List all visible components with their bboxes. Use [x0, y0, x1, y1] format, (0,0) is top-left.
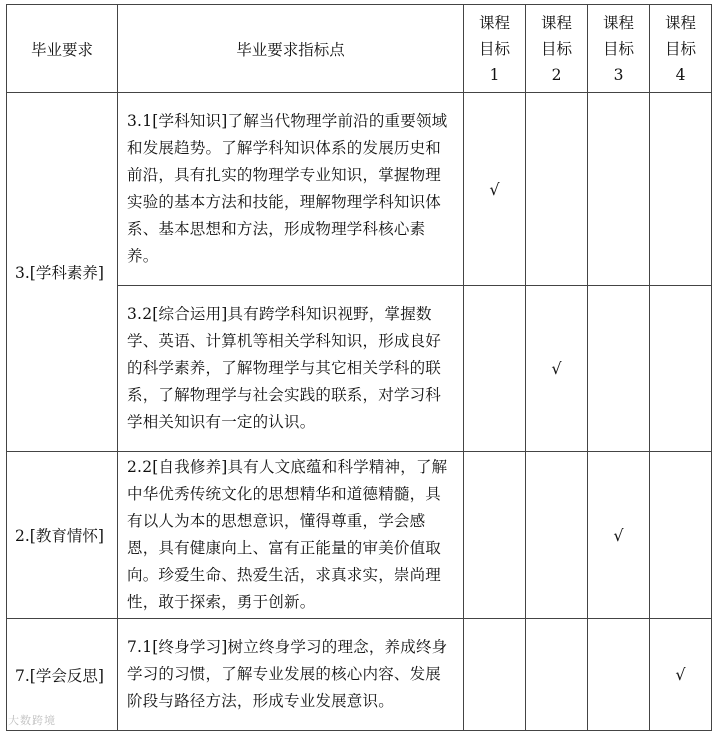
goal-1-check — [464, 619, 526, 731]
requirement-cell: 2.[教育情怀] — [7, 452, 118, 619]
requirement-cell: 3.[学科素养] — [7, 93, 118, 452]
header-goal-3-line3: 3 — [613, 65, 624, 84]
indicator-cell: 3.2[综合运用]具有跨学科知识视野，掌握数学、英语、计算机等相关学科知识，形成良好的科学素养，了解物理学与其它相关学科的联系，了解物理学与社会实践的联系，对学习科学相关知识有一定的认识。 — [118, 286, 464, 452]
header-goal-4 — [650, 5, 712, 93]
header-requirement: 毕业要求 — [7, 5, 118, 93]
requirement-cell: 7.[学会反思] — [7, 619, 118, 731]
goal-1-check: √ — [464, 93, 526, 286]
header-goal-3 — [588, 5, 650, 93]
table-row — [7, 93, 712, 286]
goal-4-check — [650, 452, 712, 619]
goal-3-check: √ — [588, 452, 650, 619]
goal-2-check — [526, 619, 588, 731]
goal-2-check — [526, 452, 588, 619]
goal-1-check — [464, 452, 526, 619]
indicator-cell: 3.1[学科知识]了解当代物理学前沿的重要领域和发展趋势。了解学科知识体系的发展历史和前沿，具有扎实的物理学专业知识，掌握物理实验的基本方法和技能，理解物理学科知识体系、基本思想和方法，形成物理学科核心素养。 — [118, 93, 464, 286]
header-goal-1 — [464, 5, 526, 93]
header-indicator: 毕业要求指标点 — [118, 5, 464, 93]
indicator-cell: 7.1[终身学习]树立终身学习的理念，养成终身学习的习惯，了解专业发展的核心内容、发展阶段与路径方法，形成专业发展意识。 — [118, 619, 464, 731]
goal-2-check: √ — [526, 286, 588, 452]
header-goal-1-line1: 课程 — [478, 13, 510, 32]
header-goal-4-line2: 目标 — [664, 39, 696, 58]
goal-3-check — [588, 93, 650, 286]
table-row — [7, 619, 712, 731]
goal-3-check — [588, 619, 650, 731]
header-goal-4-line1: 课程 — [664, 13, 696, 32]
goal-1-check — [464, 286, 526, 452]
goal-2-check — [526, 93, 588, 286]
graduation-requirements-table — [6, 4, 712, 731]
table-row — [7, 452, 712, 619]
header-goal-2-line1: 课程 — [540, 13, 572, 32]
header-goal-2-line3: 2 — [551, 65, 562, 84]
goal-4-check — [650, 93, 712, 286]
header-goal-1-line3: 1 — [489, 65, 500, 84]
header-goal-4-line3: 4 — [675, 65, 686, 84]
header-goal-3-line1: 课程 — [602, 13, 634, 32]
header-goal-2-line2: 目标 — [540, 39, 572, 58]
goal-3-check — [588, 286, 650, 452]
goal-4-check — [650, 286, 712, 452]
indicator-cell: 2.2[自我修养]具有人文底蕴和科学精神，了解中华优秀传统文化的思想精华和道德精髓，具有以人为本的思想意识，懂得尊重，学会感恩，具有健康向上、富有正能量的审美价值取向。珍爱生命、热爱生活，求真求实，崇尚理性，敢于探索，勇于创新。 — [118, 452, 464, 619]
header-goal-1-line2: 目标 — [478, 39, 510, 58]
header-row — [7, 5, 712, 93]
header-goal-3-line2: 目标 — [602, 39, 634, 58]
header-goal-2 — [526, 5, 588, 93]
watermark: 大数跨境 — [8, 714, 56, 727]
goal-4-check: √ — [650, 619, 712, 731]
